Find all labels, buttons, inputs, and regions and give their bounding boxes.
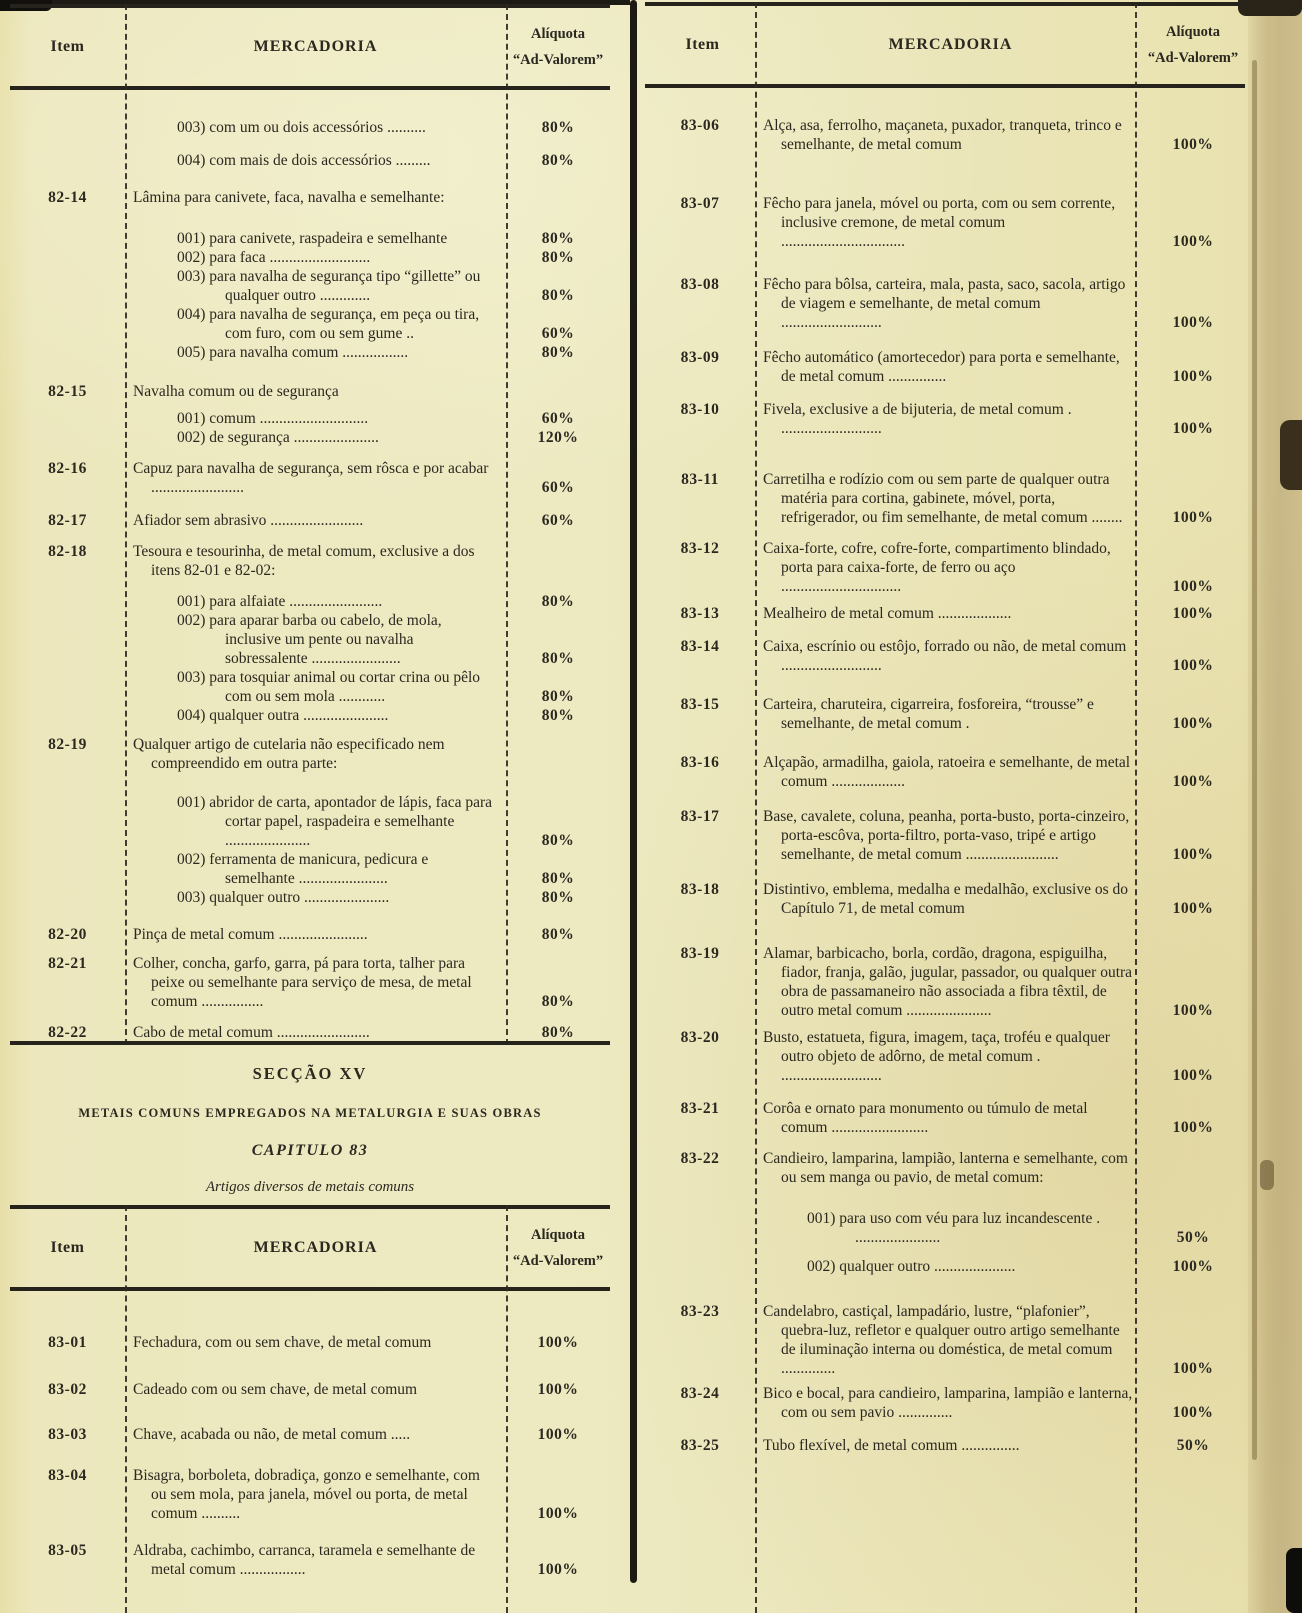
merchandise-description: Busto, estatueta, figura, imagem, taça, troféu e qualquer outro objeto de adôrno, de metal comum . .......................... — [763, 1029, 1110, 1084]
merchandise-description: Base, cavalete, coluna, peanha, porta-busto, porta-cinzeiro, porta-escôva, porta-filtro, porta-vaso, tripé e artigo semelhante, de metal comum ........................ — [763, 808, 1130, 863]
section-heading-block — [10, 1052, 610, 1196]
merchandise-description: Carteira, charuteira, cigarreira, fosforeira, “trousse” e semelhante, de metal comum . — [763, 696, 1094, 732]
merchandise-description: 002) ferramenta de manicura, pedicura e semelhante ....................... — [177, 851, 429, 887]
aliquota-label-line2: “Ad-Valorem” — [512, 1252, 604, 1269]
ad-valorem-value: 80% — [541, 344, 575, 361]
table-row — [10, 735, 610, 773]
table-row — [10, 1541, 610, 1579]
ad-valorem-value: 100% — [1172, 715, 1214, 732]
merchandise-description: 003) com um ou dois accessórios .......... — [177, 119, 426, 136]
table-row — [645, 1436, 1245, 1455]
item-code: 82-20 — [48, 926, 87, 943]
merchandise-description: Bico e bocal, para candieiro, lamparina, lampião e lanterna, com ou sem pavio .............. — [763, 1385, 1133, 1421]
merchandise-description: Caixa-forte, cofre, cofre-forte, compartimento blindado, porta para caixa-forte, de ferro ou aço ............................... — [763, 540, 1111, 595]
table-row — [645, 275, 1245, 332]
merchandise-description: Pinça de metal comum ....................... — [133, 926, 368, 943]
scan-artifact-ink-blob — [1260, 1160, 1274, 1190]
aliquota-label-line2: “Ad-Valorem” — [1147, 49, 1239, 66]
table-row — [645, 470, 1245, 527]
item-code: 82-19 — [48, 736, 87, 753]
ad-valorem-value — [1141, 1149, 1245, 1187]
item-code — [10, 229, 125, 248]
table-row — [10, 118, 610, 137]
table-row — [645, 1302, 1245, 1378]
ad-valorem-value: 100% — [1172, 314, 1214, 331]
item-code — [10, 118, 125, 137]
item-code — [10, 428, 125, 447]
merchandise-description: Alamar, barbicacho, borla, cordão, dragona, espiguilha, fiador, franja, galão, jugular, passador, ou qualquer outra obra de passamaneiro não associada a fibra têxtil, de outro metal comum ...................... — [763, 945, 1133, 1019]
ad-valorem-value: 80% — [541, 889, 575, 906]
merchandise-description: Colher, concha, garfo, garra, pá para torta, talher para peixe ou semelhante para serviço de mesa, de metal comum ................ — [133, 955, 472, 1010]
ad-valorem-value — [506, 382, 610, 401]
ad-valorem-value: 100% — [1172, 1258, 1214, 1275]
merchandise-description: 002) qualquer outro ..................... — [807, 1258, 1016, 1275]
item-code — [10, 850, 125, 888]
merchandise-description: 004) para navalha de segurança, em peça ou tira, com furo, com ou sem gume .. — [177, 306, 480, 342]
aliquota-label-line2: “Ad-Valorem” — [512, 51, 604, 68]
merchandise-description: Qualquer artigo de cutelaria não especificado nem compreendido em outra parte: — [133, 736, 445, 772]
table-row — [10, 542, 610, 580]
table-row — [645, 807, 1245, 864]
item-code — [10, 668, 125, 706]
item-code — [10, 888, 125, 907]
table-row — [645, 604, 1245, 623]
table-row — [645, 1099, 1245, 1137]
item-code — [10, 248, 125, 267]
item-code — [10, 151, 125, 170]
ad-valorem-value: 100% — [1172, 1067, 1214, 1084]
merchandise-description: Fivela, exclusive a de bijuteria, de metal comum . .......................... — [763, 401, 1072, 437]
section-subtitle: METAIS COMUNS EMPREGADOS NA METALURGIA E SUAS OBRAS — [78, 1106, 542, 1120]
merchandise-description: Caixa, escrínio ou estôjo, forrado ou não, de metal comum .......................... — [763, 638, 1127, 674]
item-code — [645, 1257, 755, 1276]
item-code: 83-23 — [680, 1303, 720, 1320]
merchandise-description: 001) para canivete, raspadeira e semelhante — [177, 230, 448, 247]
table-row — [10, 1425, 610, 1444]
table-row — [10, 343, 610, 362]
table-row — [645, 116, 1245, 154]
table-row — [645, 348, 1245, 386]
table-row — [10, 793, 610, 850]
ad-valorem-value: 80% — [541, 287, 575, 304]
column-header-aliquota — [506, 8, 610, 86]
merchandise-description: Mealheiro de metal comum ................... — [763, 605, 1012, 622]
tariff-table-83-right — [645, 2, 1245, 1613]
ad-valorem-value: 100% — [1172, 773, 1214, 790]
ad-valorem-value: 100% — [537, 1505, 579, 1522]
item-code: 83-01 — [48, 1334, 87, 1351]
table-row — [645, 539, 1245, 596]
ad-valorem-value: 100% — [1172, 1360, 1214, 1377]
table-bottom-rule — [10, 1041, 610, 1045]
aliquota-label-line1: Alíquota — [531, 1226, 585, 1243]
table-row — [10, 1023, 610, 1042]
ad-valorem-value — [506, 188, 610, 207]
merchandise-description: Tubo flexível, de metal comum ............... — [763, 1437, 1020, 1454]
item-code: 83-08 — [680, 276, 720, 293]
column-header-item: Item — [50, 38, 85, 55]
column-header-item: Item — [685, 36, 720, 53]
ad-valorem-value: 80% — [541, 119, 575, 136]
ad-valorem-value: 100% — [537, 1381, 579, 1398]
table-body — [10, 90, 610, 1042]
ad-valorem-value: 100% — [1172, 846, 1214, 863]
item-code: 83-13 — [680, 605, 720, 622]
item-code: 82-15 — [48, 383, 87, 400]
item-code: 82-17 — [48, 512, 87, 529]
merchandise-description: 005) para navalha comum ................. — [177, 344, 409, 361]
column-divider-rule — [630, 0, 637, 1583]
item-code: 83-24 — [680, 1385, 720, 1402]
table-row — [10, 1333, 610, 1352]
column-header-item: Item — [50, 1239, 85, 1256]
merchandise-description: 003) qualquer outro ...................... — [177, 889, 390, 906]
ad-valorem-value: 80% — [541, 870, 575, 887]
ad-valorem-value: 60% — [541, 479, 575, 496]
table-row — [10, 248, 610, 267]
scan-artifact-fold-line — [1252, 60, 1257, 1460]
item-code: 83-09 — [680, 349, 720, 366]
merchandise-description: Cadeado com ou sem chave, de metal comum — [133, 1381, 418, 1398]
item-code: 83-15 — [680, 696, 720, 713]
table-row — [645, 194, 1245, 251]
merchandise-description: 001) para alfaiate ........................ — [177, 593, 383, 610]
table-row — [645, 695, 1245, 733]
table-row — [645, 753, 1245, 791]
merchandise-description: Candelabro, castiçal, lampadário, lustre, “plafonier”, quebra-luz, refletor e qualquer outro artigo semelhante de iluminação interna ou doméstica, de metal comum .............. — [763, 1303, 1120, 1377]
scan-artifact-ink-blob — [1286, 1548, 1302, 1613]
table-row — [10, 229, 610, 248]
item-code: 83-05 — [48, 1542, 87, 1559]
table-body — [10, 1291, 610, 1579]
item-code: 83-12 — [680, 540, 720, 557]
merchandise-description: 004) com mais de dois accessórios ......... — [177, 152, 431, 169]
table-row — [645, 1384, 1245, 1422]
merchandise-description: Chave, acabada ou não, de metal comum ..... — [133, 1426, 411, 1443]
ad-valorem-value: 100% — [1172, 420, 1214, 437]
table-row — [10, 151, 610, 170]
table-row — [10, 188, 610, 207]
item-code: 83-16 — [680, 754, 720, 771]
merchandise-description: Carretilha e rodízio com ou sem parte de qualquer outra matéria para cortina, gabinete, móvel, porta, refrigerador, ou fim semelhante, de metal comum ........ — [763, 471, 1123, 526]
table-row — [10, 428, 610, 447]
item-code: 83-07 — [680, 195, 720, 212]
table-row — [10, 1466, 610, 1523]
section-title: SECÇÃO XV — [252, 1064, 368, 1083]
item-code — [10, 706, 125, 725]
table-body — [645, 88, 1245, 1455]
merchandise-description: Candieiro, lamparina, lampião, lanterna e semelhante, com ou sem manga ou pavio, de metal comum: — [763, 1150, 1128, 1186]
merchandise-description: Fêcho para janela, móvel ou porta, com ou sem corrente, inclusive cremone, de metal comum ................................ — [763, 195, 1116, 250]
table-row — [645, 1149, 1245, 1187]
table-header — [10, 1205, 610, 1291]
table-row — [645, 1257, 1245, 1276]
item-code: 83-06 — [680, 117, 720, 134]
merchandise-description: Capuz para navalha de segurança, sem rôsca e por acabar ........................ — [133, 460, 489, 496]
item-code: 82-21 — [48, 955, 87, 972]
table-row — [10, 305, 610, 343]
table-row — [10, 459, 610, 497]
merchandise-description: Fêcho automático (amortecedor) para porta e semelhante, de metal comum ............... — [763, 349, 1120, 385]
ad-valorem-value: 80% — [541, 993, 575, 1010]
ad-valorem-value: 100% — [1172, 1119, 1214, 1136]
table-row — [645, 944, 1245, 1020]
ad-valorem-value: 80% — [541, 249, 575, 266]
aliquota-label-line1: Alíquota — [1166, 23, 1220, 40]
item-code — [10, 305, 125, 343]
aliquota-label-line1: Alíquota — [531, 25, 585, 42]
item-code — [645, 1209, 755, 1247]
table-row — [10, 954, 610, 1011]
item-code: 83-02 — [48, 1381, 87, 1398]
ad-valorem-value: 100% — [1172, 509, 1214, 526]
merchandise-description: Alça, asa, ferrolho, maçaneta, puxador, tranqueta, trinco e semelhante, de metal comum — [763, 117, 1122, 153]
table-header — [10, 4, 610, 90]
ad-valorem-value: 100% — [1172, 368, 1214, 385]
table-row — [10, 267, 610, 305]
ad-valorem-value: 100% — [537, 1334, 579, 1351]
item-code: 83-18 — [680, 881, 720, 898]
column-header-aliquota — [506, 1209, 610, 1287]
tariff-table-82 — [10, 4, 610, 1045]
ad-valorem-value: 100% — [537, 1426, 579, 1443]
item-code — [10, 793, 125, 850]
ad-valorem-value: 80% — [541, 926, 575, 943]
merchandise-description: Aldraba, cachimbo, carranca, taramela e semelhante de metal comum ................. — [133, 1542, 476, 1578]
merchandise-description: 002) de segurança ...................... — [177, 429, 379, 446]
ad-valorem-value: 100% — [1172, 657, 1214, 674]
item-code — [10, 592, 125, 611]
scan-artifact-ink-blob — [1280, 420, 1302, 490]
merchandise-description: Bisagra, borboleta, dobradiça, gonzo e semelhante, com ou sem mola, para janela, móvel ou porta, de metal comum .......... — [133, 1467, 480, 1522]
ad-valorem-value: 80% — [541, 1024, 575, 1041]
ad-valorem-value: 80% — [541, 152, 575, 169]
item-code — [10, 267, 125, 305]
table-row — [10, 382, 610, 401]
item-code: 82-14 — [48, 189, 87, 206]
item-code: 82-22 — [48, 1024, 87, 1041]
merchandise-description: Tesoura e tesourinha, de metal comum, exclusive a dos itens 82-01 e 82-02: — [133, 543, 475, 579]
merchandise-description: Distintivo, emblema, medalha e medalhão, exclusive os do Capítulo 71, de metal comum — [763, 881, 1129, 917]
merchandise-description: Afiador sem abrasivo ........................ — [133, 512, 364, 529]
ad-valorem-value: 80% — [541, 230, 575, 247]
table-row — [645, 1209, 1245, 1247]
ad-valorem-value: 100% — [1172, 233, 1214, 250]
ad-valorem-value: 50% — [1176, 1229, 1210, 1246]
ad-valorem-value: 60% — [541, 512, 575, 529]
column-header-mercadoria: MERCADORIA — [253, 38, 378, 55]
table-row — [10, 925, 610, 944]
item-code: 83-17 — [680, 808, 720, 825]
tariff-table-83-left — [10, 1205, 610, 1613]
ad-valorem-value: 100% — [1172, 605, 1214, 622]
chapter-title: CAPITULO 83 — [251, 1142, 369, 1159]
ad-valorem-value: 80% — [541, 688, 575, 705]
merchandise-description: Fêcho para bôlsa, carteira, mala, pasta, saco, sacola, artigo de viagem e semelhante, de metal comum .......................... — [763, 276, 1126, 331]
column-header-mercadoria: MERCADORIA — [888, 36, 1013, 53]
table-row — [10, 592, 610, 611]
merchandise-description: Corôa e ornato para monumento ou túmulo de metal comum ......................... — [763, 1100, 1088, 1136]
item-code: 83-03 — [48, 1426, 87, 1443]
item-code: 83-20 — [680, 1029, 720, 1046]
ad-valorem-value: 100% — [1172, 900, 1214, 917]
item-code — [10, 409, 125, 428]
merchandise-description: 002) para faca .......................... — [177, 249, 371, 266]
item-code: 83-21 — [680, 1100, 720, 1117]
table-row — [645, 400, 1245, 438]
ad-valorem-value: 50% — [1176, 1437, 1210, 1454]
merchandise-description: 003) para navalha de segurança tipo “gillette” ou qualquer outro ............. — [177, 268, 481, 304]
merchandise-description: Alçapão, armadilha, gaiola, ratoeira e semelhante, de metal comum ................... — [763, 754, 1131, 790]
merchandise-description: Fechadura, com ou sem chave, de metal comum — [133, 1334, 432, 1351]
item-code: 82-16 — [48, 460, 87, 477]
ad-valorem-value — [506, 735, 610, 773]
table-row — [10, 706, 610, 725]
table-row — [10, 888, 610, 907]
ad-valorem-value — [506, 542, 610, 580]
item-code: 82-18 — [48, 543, 87, 560]
table-row — [645, 637, 1245, 675]
merchandise-description: Cabo de metal comum ........................ — [133, 1024, 370, 1041]
ad-valorem-value: 60% — [541, 325, 575, 342]
ad-valorem-value: 80% — [541, 650, 575, 667]
table-row — [10, 611, 610, 668]
table-row — [10, 668, 610, 706]
merchandise-description: Lâmina para canivete, faca, navalha e semelhante: — [133, 189, 445, 206]
item-code: 83-14 — [680, 638, 720, 655]
item-code: 83-10 — [680, 401, 720, 418]
merchandise-description: 003) para tosquiar animal ou cortar crina ou pêlo com ou sem mola ............ — [177, 669, 480, 705]
item-code — [10, 611, 125, 668]
item-code: 83-04 — [48, 1467, 87, 1484]
merchandise-description: 001) abridor de carta, apontador de lápis, faca para cortar papel, raspadeira e semelhante ...................... — [177, 794, 493, 849]
ad-valorem-value: 80% — [541, 593, 575, 610]
merchandise-description: Navalha comum ou de segurança — [133, 383, 339, 400]
item-code: 83-19 — [680, 945, 720, 962]
table-row — [10, 409, 610, 428]
ad-valorem-value: 80% — [541, 832, 575, 849]
merchandise-description: 001) comum ............................ — [177, 410, 369, 427]
table-header — [645, 2, 1245, 88]
column-header-aliquota — [1141, 6, 1245, 84]
table-row — [10, 1380, 610, 1399]
table-row — [645, 1028, 1245, 1085]
ad-valorem-value: 100% — [1172, 578, 1214, 595]
chapter-subtitle: Artigos diversos de metais comuns — [205, 1179, 415, 1195]
ad-valorem-value: 60% — [541, 410, 575, 427]
item-code: 83-25 — [680, 1437, 720, 1454]
ad-valorem-value: 100% — [1172, 1002, 1214, 1019]
ad-valorem-value: 100% — [1172, 136, 1214, 153]
column-header-mercadoria: MERCADORIA — [253, 1239, 378, 1256]
table-row — [645, 880, 1245, 918]
item-code: 83-22 — [680, 1150, 720, 1167]
merchandise-description: 001) para uso com véu para luz incandescente . ...................... — [807, 1210, 1101, 1246]
scan-artifact-torn-corner — [1238, 0, 1302, 16]
ad-valorem-value: 100% — [1172, 1404, 1214, 1421]
ad-valorem-value: 100% — [537, 1561, 579, 1578]
merchandise-description: 002) para aparar barba ou cabelo, de mola, inclusive um pente ou navalha sobressalente ....................... — [177, 612, 442, 667]
table-row — [10, 850, 610, 888]
table-row — [10, 511, 610, 530]
merchandise-description: 004) qualquer outra ...................... — [177, 707, 389, 724]
ad-valorem-value: 80% — [541, 707, 575, 724]
ad-valorem-value: 120% — [537, 429, 579, 446]
item-code: 83-11 — [681, 471, 719, 488]
item-code — [10, 343, 125, 362]
